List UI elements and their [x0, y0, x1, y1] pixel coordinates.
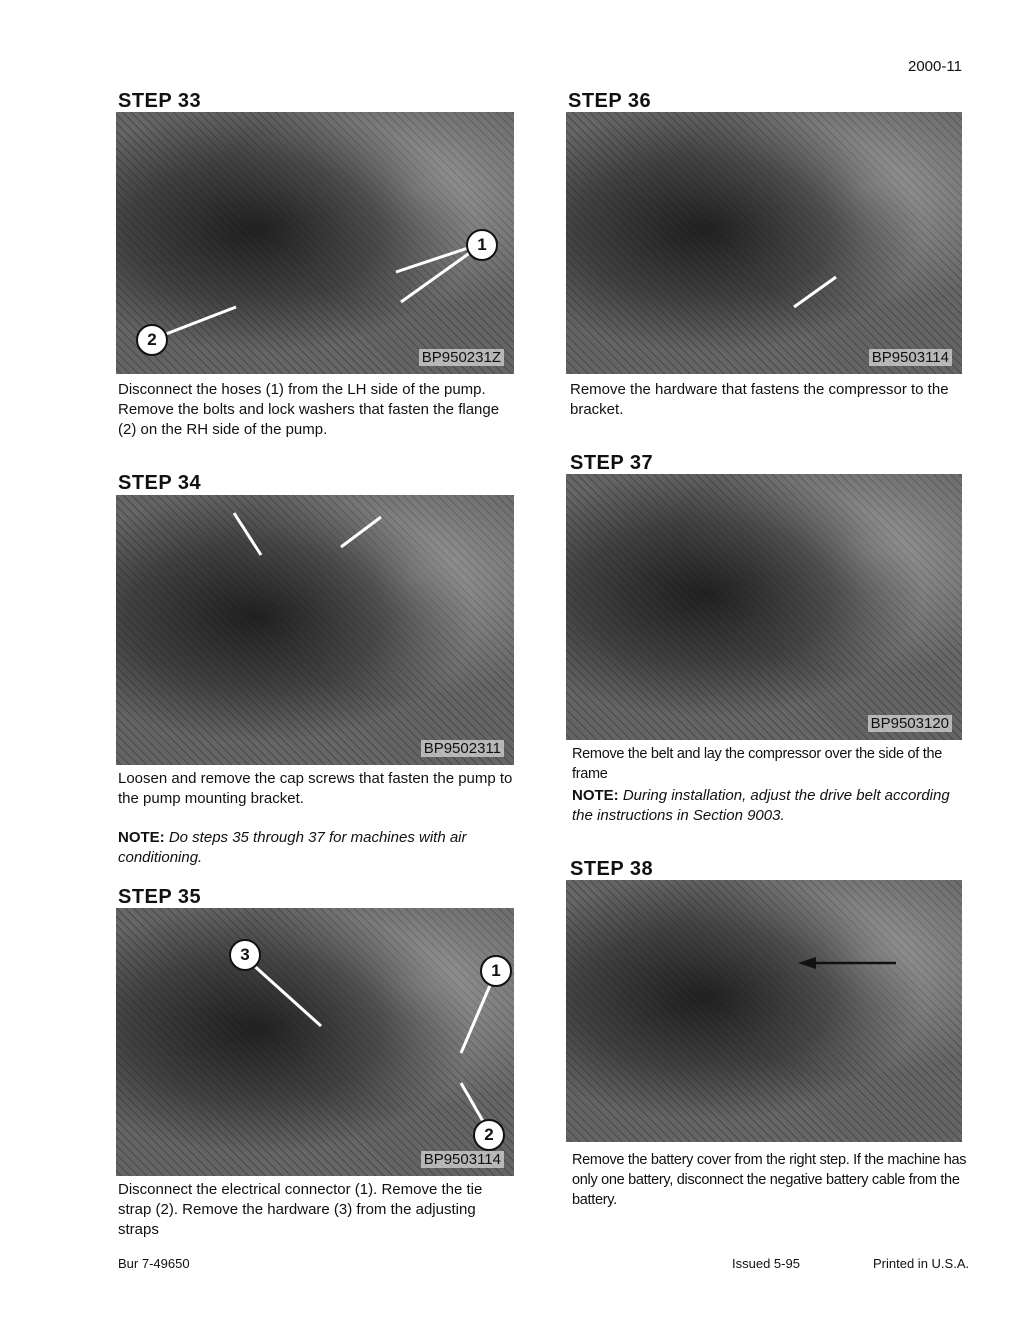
step-35-caption: Disconnect the electrical connector (1). Remove the tie strap (2). Remove the hardware (3) from the adjusting straps — [118, 1181, 483, 1238]
step-37-note-text: During installation, adjust the drive belt according the instructions in Section 9003. — [572, 787, 950, 824]
step-33-caption: Disconnect the hoses (1) from the LH side of the pump. Remove the bolts and lock washers that fasten the flange (2) on the RH side of the pump. — [118, 381, 500, 438]
step-34-note-text: Do steps 35 through 37 for machines with air conditioning. — [118, 829, 467, 866]
step-35-callout-3: 3 — [229, 939, 261, 971]
step-34-photo — [116, 495, 514, 765]
step-34-figure-code: BP9502311 — [421, 740, 504, 757]
step-37-photo — [566, 474, 962, 740]
step-33-callout-2: 2 — [136, 324, 168, 356]
footer-issued: Issued 5-95 — [732, 1256, 800, 1271]
step-35-photo — [116, 908, 514, 1176]
step-36-arrow — [566, 112, 962, 374]
step-35-title: STEP 35 — [118, 886, 202, 908]
step-37-note — [572, 786, 966, 826]
step-34-caption: Loosen and remove the cap screws that fasten the pump to the pump mounting bracket. — [118, 770, 513, 807]
step-37-title: STEP 37 — [570, 452, 654, 474]
step-35-callout-1: 1 — [480, 955, 512, 987]
step-35-callout-2: 2 — [473, 1119, 505, 1151]
step-36-photo — [566, 112, 962, 374]
step-34-arrows — [116, 495, 514, 765]
footer-doc-number: Bur 7-49650 — [118, 1256, 190, 1271]
step-33-leader-lines — [116, 112, 514, 374]
step-36-figure-code: BP9503114 — [869, 349, 952, 366]
footer-printed: Printed in U.S.A. — [873, 1256, 970, 1271]
step-33-figure-code: BP950231Z — [419, 349, 504, 366]
step-38-title: STEP 38 — [570, 858, 654, 880]
step-37-figure-code: BP9503120 — [868, 715, 952, 732]
step-34-note — [118, 828, 518, 868]
step-35-figure-code: BP9503114 — [421, 1151, 504, 1168]
step-33-title: STEP 33 — [118, 90, 202, 112]
step-33-callout-1: 1 — [466, 229, 498, 261]
step-37-note-label: NOTE: — [572, 787, 619, 804]
step-35-leader-lines — [116, 908, 514, 1176]
step-37-caption: Remove the belt and lay the compressor over the side of the frame — [572, 746, 942, 782]
step-33-photo — [116, 112, 514, 374]
step-38-photo — [566, 880, 962, 1142]
step-36-caption: Remove the hardware that fastens the compressor to the bracket. — [570, 381, 949, 418]
step-38-arrow — [566, 880, 962, 1142]
step-34-note-label: NOTE: — [118, 829, 165, 846]
page-number: 2000-11 — [908, 58, 962, 75]
step-34-title: STEP 34 — [118, 472, 202, 494]
step-38-caption: Remove the battery cover from the right step. If the machine has only one battery, disconnect the negative battery cable from the battery. — [572, 1152, 967, 1208]
step-36-title: STEP 36 — [568, 90, 652, 112]
